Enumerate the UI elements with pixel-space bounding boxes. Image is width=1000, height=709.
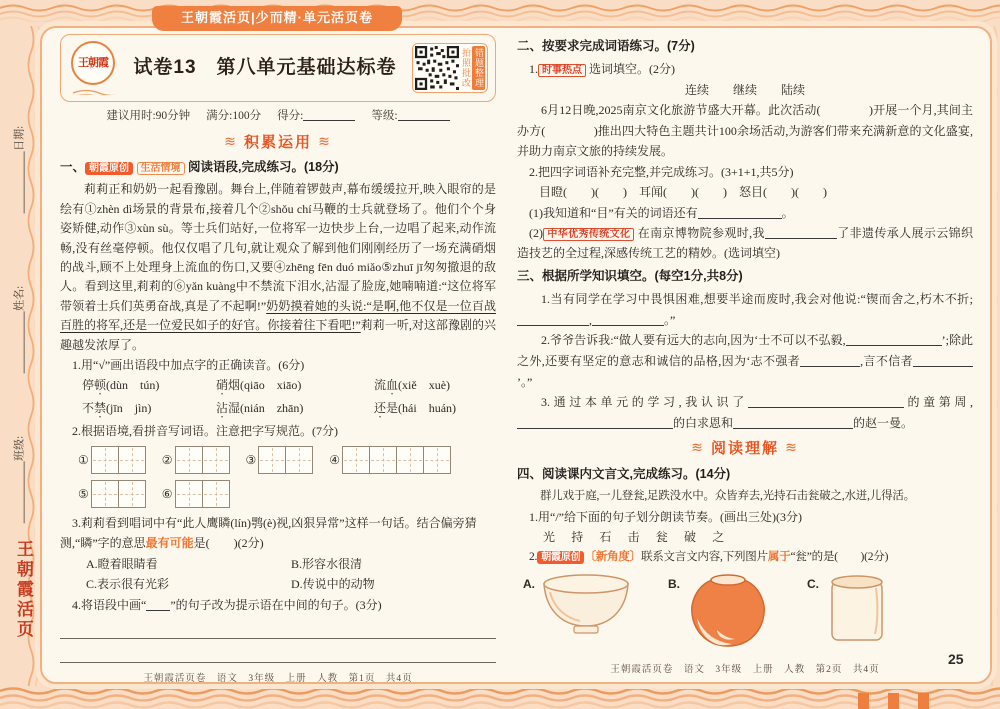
answer-line [60, 639, 496, 663]
name-field: 姓名: [11, 269, 30, 389]
date-blank [11, 151, 25, 213]
q2-sub2-part1: (1)我知道和“目”有关的词语还有 。 [529, 205, 794, 220]
q1-sub4-stem: 4.将语段中画“ ”的句子改为提示语在中间的句子。(3分) [72, 597, 382, 612]
q3-item-3: 3.通过本单元的学习,我认识了 的童第周,的白求恩和 的赵一曼。 [517, 392, 973, 433]
brand-logo [68, 41, 118, 95]
binding-mark [888, 693, 899, 709]
vessel-option-b: B. [668, 570, 773, 654]
qr-block [412, 43, 488, 93]
q2-sub1-passage: 6月12日晚,2025南京文化旅游节盛大开幕。此次活动( )开展一个月,其间主办方( )推出四大特色主题共计100余场活动,为游客们带来充满新意的文化盛宴,并助力南京文旅的持续发展。 [517, 103, 973, 159]
vessel-options [517, 570, 973, 654]
pinyin-item: 流血(xiě xuè) [374, 377, 451, 392]
badge-original: 朝霞原创 [85, 162, 133, 175]
q1-sub3-stem: 3.莉莉看到唱词中有“此人鹰瞵(lín)鹗(è)视,凶狠异常”这样一句话。结合偏旁猜测,“瞵”字的意思最有可能是( )(2分) [60, 516, 477, 551]
spine-brand-text: 王朝霞活页 [13, 540, 33, 640]
page-1 [60, 34, 496, 687]
pinyin-item: 沾湿(nián zhān) [216, 400, 304, 415]
binding-mark [918, 693, 929, 709]
grade-field: 等级: [371, 107, 449, 127]
q3-item-2: 2.爷爷告诉我:“做人要有远大的志向,因为‘士不可以不弘毅, ’;除此之外,还要有坚定的意志和诚信的品格,因为‘志不强者 ,言不信者’。” [517, 333, 973, 389]
section-header-accumulation: ≋ 积累运用 ≋ [224, 132, 332, 151]
q2-sub2-part2: (2) 中华优秀传统文化 在南京博物院参观时,我 了非遗传承人展示云锦织造技艺的全过程,深感传统工艺的精妙。(选词填空) [517, 226, 973, 261]
full-score: 满分:100分 [206, 110, 262, 122]
exam-title: 试卷13 第八单元基础达标卷 [133, 56, 397, 78]
vessel-option-c: C. [807, 570, 892, 648]
top-wave-border [0, 0, 1000, 22]
q4-sub2-stem: 2. 朝霞原创 〔新角度〕联系文言文内容,下列图片属于“瓮”的是( )(2分) [529, 550, 889, 563]
highlight-most-likely: 最有可能 [145, 536, 194, 551]
wave-icon: ≋ [318, 132, 332, 149]
pinyin-choice-grid [60, 376, 496, 421]
idiom-completion-line: 目瞪( )( ) 耳闻( )( ) 怒目( )( ) [539, 185, 827, 200]
vessel-option-a: A. [523, 570, 634, 640]
badge-life-context: 生活情境 [137, 162, 185, 175]
logo-waves-icon [71, 86, 115, 95]
q2-sub1-stem: 1. 时事热点 选词填空。(2分) [529, 62, 675, 77]
page-2-footer: 王朝霞活页卷 语文 3年级 上册 人教 第2页 共4页 [610, 665, 880, 676]
urn-image [683, 570, 773, 654]
page-number: 25 [948, 651, 964, 667]
q4-sub1-stem: 1.用“/”给下面的句子划分朗读节奏。(画出三处)(3分) [529, 510, 802, 524]
q2-sub2-stem: 2.把四字词语补充完整,并完成练习。(3+1+1,共5分) [529, 164, 794, 179]
suggested-time: 建议用时:90分钟 [106, 110, 191, 122]
question-1-heading: 一、 朝霞原创 生活情境 阅读语段,完成练习。(18分) [60, 160, 339, 175]
wave-icon: ≋ [224, 132, 238, 149]
pinyin-item: 还是(hái huán) [374, 400, 457, 415]
question-2-heading: 二、按要求完成词语练习。(7分) [517, 39, 695, 53]
qr-code-icon [415, 46, 459, 90]
pinyin-item: 硝烟(qiāo xiāo) [216, 377, 302, 392]
question-4-heading: 四、阅读课内文言文,完成练习。(14分) [517, 466, 731, 481]
wave-icon: ≋ [691, 439, 705, 456]
wave-icon: ≋ [785, 439, 799, 456]
binding-mark [858, 693, 869, 709]
section-header-reading: ≋ 阅读理解 ≋ [691, 439, 799, 458]
highlight-belongs-to: 属于 [767, 550, 791, 563]
answer-line [60, 615, 496, 639]
meta-row [60, 107, 496, 127]
pinyin-item: 不禁(jīn jìn) [82, 400, 152, 415]
class-blank [11, 461, 25, 523]
option-b: B.形容水很清 [291, 556, 363, 571]
qr-caption-error-sort: 错题整理 [474, 48, 484, 88]
class-field: 班级: [11, 419, 30, 539]
option-c: C.表示很有光彩 [86, 577, 170, 592]
classical-passage: 群儿戏于庭,一儿登瓮,足跌没水中。众皆弃去,光持石击瓮破之,水迸,儿得活。 [540, 490, 915, 503]
page-1-footer: 王朝霞活页卷 语文 3年级 上册 人教 第1页 共4页 [143, 673, 413, 684]
reading-passage: 莉莉正和奶奶一起看豫剧。舞台上,伴随着锣鼓声,幕布缓缓拉开,映入眼帘的是绘有①zhèn dì场景的背景布,接着几个②shǒu chí马鞭的士兵就登场了。他们个个身姿矫健,动作③xùn sù。等士兵们站好,一位将军一边快步上台,一边唱了起来,动作流畅,没有丝毫停顿。他仅仅唱了几句,就让观众了解到他们刚刚经历了一场充满硝烟的战斗,顾不上处理身上流血的伤口,又要④zhēng fēn duó miǎo⑤zhuī jī匆匆撤退的敌人。看到这里,莉莉的⑥yǎn kuàng中不禁流下泪水,沾湿了脸庞,她喃喃道:“这位将军带领着士兵们英勇奋战,真是了不起啊!”奶奶摸着她的头说:“是啊,他不仅是一位百战百胜的将军,还是一位爱民如子的好官。你接着往下看吧!”莉莉一听,对这部豫剧的兴趣越发浓厚了。 [60, 182, 496, 352]
badge-traditional-culture: 中华优秀传统文化 [543, 228, 634, 241]
brand-logo-ring: 王朝霞 [71, 41, 115, 85]
q3-item-1: 1.当有同学在学习中畏惧困难,想要半途而废时,我会对他说:“锲而舍之,朽木不折;, 。” [517, 289, 973, 330]
option-a: A.瞪着眼睛看 [86, 556, 158, 571]
q1-sub1-stem: 1.用“√”画出语段中加点字的正确读音。(6分) [72, 358, 305, 373]
question-3-heading: 三、根据所学知识填空。(每空1分,共8分) [517, 268, 743, 283]
q4-sub1-sentence: 光 持 石 击 瓮 破 之 [543, 530, 731, 545]
date-field: 日期: [11, 109, 30, 229]
score-field: 得分: [277, 107, 355, 127]
q1-sub2-stem: 2.根据语境,看拼音写词语。注意把字写规范。(7分) [72, 423, 338, 438]
badge-new-angle: 〔新角度〕 [584, 550, 641, 563]
badge-current-events: 时事热点 [538, 64, 586, 77]
q1-sub3-options [60, 554, 496, 595]
bowl-image [538, 570, 634, 640]
option-d: D.传说中的动物 [291, 577, 375, 592]
pinyin-item: 停顿(dùn tún) [82, 377, 160, 392]
cylinder-image [822, 570, 892, 648]
page-2 [517, 34, 973, 678]
top-banner: 王朝霞活页|少而精·单元活页卷 [152, 6, 402, 31]
word-bank: 连续 继续 陆续 [684, 82, 805, 97]
pinyin-write-grids: ① ② ③ ④ ⑤ ⑥ [60, 443, 496, 511]
name-blank [11, 311, 25, 373]
qr-caption-photo-correct: 拍照批改 [461, 48, 471, 88]
title-box [60, 34, 496, 102]
badge-original: 朝霞原创 [537, 551, 584, 564]
